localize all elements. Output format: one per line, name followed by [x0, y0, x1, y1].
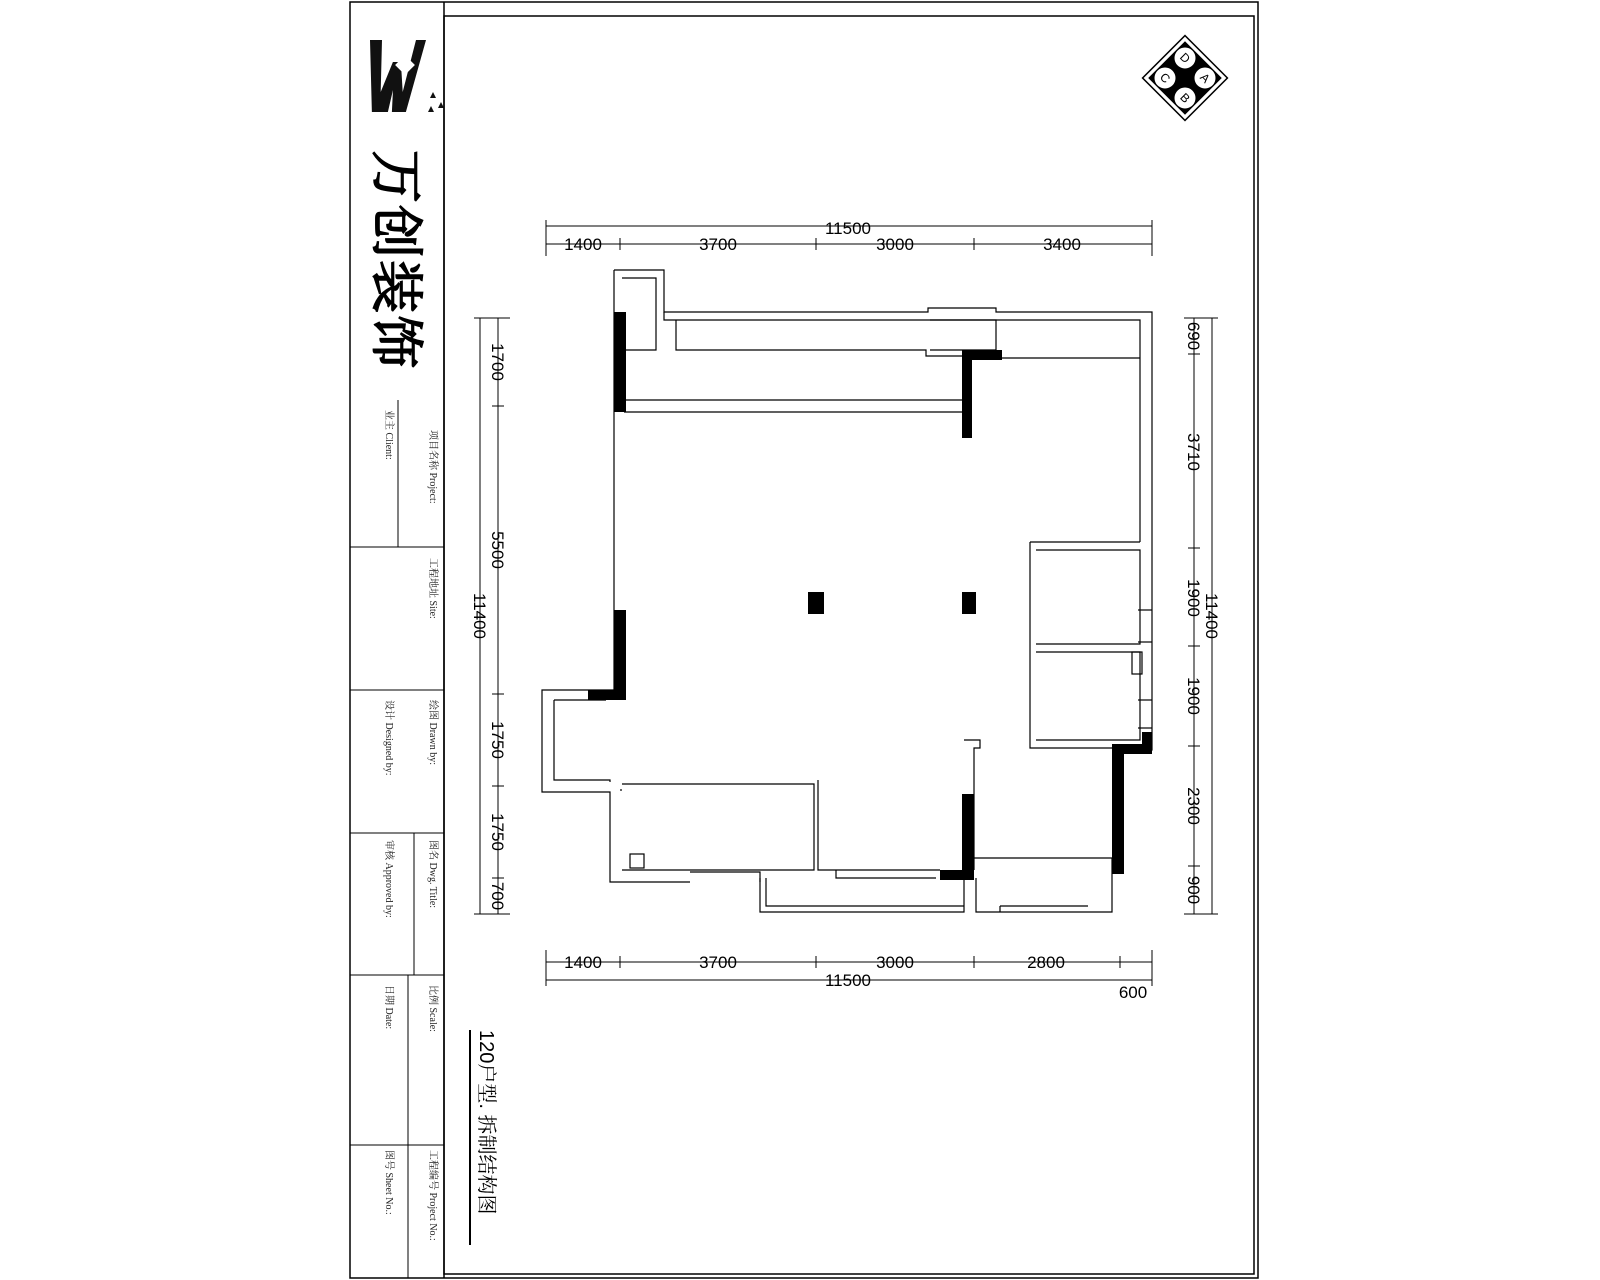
- tb-design: 设计 Designed by:: [383, 700, 394, 776]
- dim-right-total: 11400: [1202, 592, 1221, 640]
- dim-top-seg-1: 1400: [564, 235, 602, 254]
- tb-approved: 审核 Approved by:: [383, 840, 394, 918]
- compass-letter-a: A: [1197, 70, 1213, 86]
- dim-right-seg-6: 900: [1184, 875, 1203, 905]
- dim-top-total: 11500: [824, 219, 872, 238]
- tb-project-no: 工程编号 Project No.:: [427, 1150, 438, 1241]
- floor-plan-outline: [542, 270, 1152, 912]
- dim-right-seg-3: 1900: [1184, 579, 1203, 617]
- dim-bottom-seg-1: 1400: [564, 953, 602, 972]
- company-logo: [360, 40, 444, 370]
- dim-bottom-seg-4: 2800: [1027, 953, 1065, 972]
- dim-left-seg-5: 700: [488, 881, 507, 911]
- title-block-texts: [383, 410, 440, 1241]
- dim-left-seg-1: 1700: [488, 343, 507, 381]
- dim-top-seg-3: 3000: [876, 235, 914, 254]
- tb-sheet-no: 图号 Sheet No.:: [383, 1150, 394, 1215]
- dim-bottom-seg-2: 3700: [699, 953, 737, 972]
- tb-project-name: 项目名称 Project:: [427, 430, 438, 504]
- drawing-title-block: [470, 1030, 498, 1245]
- dim-left-seg-3: 1750: [488, 721, 507, 759]
- tb-drawing-title-label: 图名 Dwg. Title:: [427, 840, 438, 909]
- tb-date: 日期 Date:: [383, 985, 394, 1030]
- dim-bottom-total: 11500: [824, 971, 872, 990]
- tb-drawn: 绘图 Drawn by:: [427, 700, 438, 765]
- dim-left-total: 11400: [470, 592, 489, 640]
- dim-right-seg-1: 690: [1184, 321, 1203, 351]
- company-name: 万创装饰: [366, 150, 425, 370]
- structural-walls: [588, 312, 1152, 880]
- compass-icon: [1143, 36, 1228, 121]
- tb-scale: 比例 Scale:: [427, 985, 438, 1032]
- dim-left-seg-4: 1750: [488, 813, 507, 851]
- compass-letter-d: D: [1176, 49, 1194, 67]
- tb-address: 工程地址 Site:: [427, 558, 438, 619]
- dimension-labels: [470, 219, 1221, 1002]
- title-block-grid: [350, 400, 444, 1278]
- compass-letter-b: B: [1177, 90, 1193, 106]
- dim-bottom-extra: 600: [1118, 983, 1148, 1002]
- dim-bottom-seg-3: 3000: [876, 953, 914, 972]
- dimension-lines: [474, 220, 1218, 986]
- dim-top-seg-2: 3700: [699, 235, 737, 254]
- dim-top-seg-4: 3400: [1043, 235, 1081, 254]
- drawing-title: 120户型. 拆制结构图: [475, 1030, 497, 1215]
- tb-client: 业主 Client:: [383, 410, 394, 460]
- dim-right-seg-5: 2300: [1184, 787, 1203, 825]
- dim-right-seg-4: 1900: [1184, 677, 1203, 715]
- dim-left-seg-2: 5500: [488, 531, 507, 569]
- logo-mark-icon: [360, 40, 444, 112]
- dim-right-seg-2: 3710: [1184, 433, 1203, 471]
- compass-letter-c: C: [1156, 69, 1174, 87]
